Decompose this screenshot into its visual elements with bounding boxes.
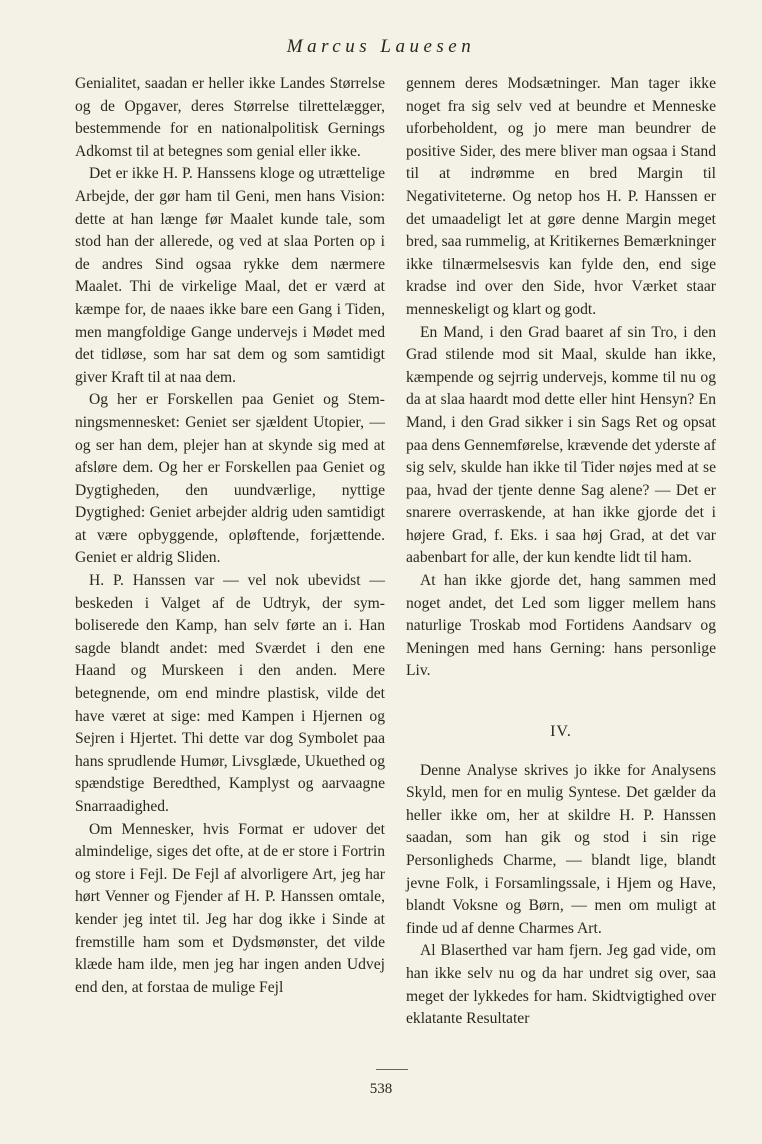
paragraph: Al Blaserthed var ham fjern. Jeg gad vide, om han ikke selv nu og da har undret sig over, saa meget der lykkedes for ham. Skidtvigtighed over eklatante Resultater — [406, 942, 716, 1028]
left-column — [75, 73, 385, 999]
paragraph: En Mand, i den Grad baaret af sin Tro, i den Grad stilende mod sit Maal, skulde han ikke, kæmpende og sejrrig undervejs, komme til nu og da at slaa haardt mod dette eller hint Hensyn? En Mand, i den Grad sikker i sin Sags Ret og opsat paa dens Gennemførelse, krævende det yderste af sig selv, skulde han ikke til Tider nøjes med at se paa, hvad der tjente denne Sag alene? — Det er snarere overraskende, at han ikke gjorde det i højere Grad, f. Eks. i saa høj Grad, at det var aabenbart for alle, der kun kendte lidt til ham. — [406, 323, 716, 567]
paragraph: gennem deres Modsætninger. Man tager ikke noget fra sig selv ved at beundre et Menneske uforbeholdent, og jo mere man beundrer de positive Sider, des mere bliver man ogsaa i Stand til at indrømme en bred Margin til Negativiteterne. Og netop hos H. P. Hanssen er det umaadeligt let at gøre denne Margin meget bred, saa rummelig, at Kritikernes Bemærkninger ikke tilnærmelsesvis kan fylde den, end sige kradse ind over den Side, hvor Værket staar menneskeligt og klart og godt. — [406, 75, 716, 318]
section-heading: IV. — [550, 723, 572, 741]
footer-rule — [376, 1069, 408, 1070]
paragraph: Genialitet, saadan er heller ikke Landes Størrelse og de Opgaver, deres Størrelse tilrettelægger, bestemmende for en nationalpolitisk Gernings Adkomst til at betegnes som genial eller ikke. — [75, 75, 385, 160]
right-column — [406, 73, 716, 1031]
paragraph: Og her er Forskellen paa Geniet og Stemningsmennesket: Geniet ser sjældent Utopier, — og ser han dem, plejer han at skynde sig med at afsløre dem. Og her er Forskellen paa Geniet og Dygtigheden, den uundværlige, nyttige Dygtighed: Geniet arbejder aldrig uden samtidigt at være opbyggende, opløftende, forjættende. Geniet er aldrig Sliden. — [75, 391, 385, 567]
paragraph: Om Mennesker, hvis Format er udover det almindelige, siges det ofte, at de er store i Fortrin og store i Fejl. De Fejl af alvorligere Art, jeg har hørt Venner og Fjender af H. P. Hanssen omtale, kender jeg intet til. Jeg har dog ikke i Sinde at fremstille ham som et Dydsmønster, det vilde klæde ham ilde, men jeg har ingen anden Udvej end den, at forstaa de mulige Fejl — [75, 820, 385, 996]
paragraph: At han ikke gjorde det, hang sammen med noget andet, det Led som ligger mellem hans naturlige Troskab mod Fortidens Aandsarv og Meningen med hans Gerning: hans personlige Liv. — [406, 572, 716, 680]
paragraph: Det er ikke H. P. Hanssens kloge og utrættelige Arbejde, der gør ham til Geni, men hans Vision: dette at han længe før Maalet kunde tale, som stod han der allerede, og ved at slaa Porten op i de andres Sind ogsaa rykke dem nærmere Maalet. Thi de virkelige Maal, det er værd at kæmpe for, de naaes ikke bare een Gang i Tiden, men mangfoldige Gange undervejs i Mødet med det tidløse, som har sat dem og som samtidigt giver Kraft til at naa dem. — [75, 165, 385, 386]
paragraph: Denne Analyse skrives jo ikke for Analysens Skyld, men for en mulig Syntese. Det gælder da heller ikke om, her at skildre H. P. Hanssen saadan, som han gik og stod i sin rige Personligheds Charme, — blandt lige, blandt jevne Folk, i Forsamlingssale, i Hjem og Have, blandt Voksne og Børn, — men om muligt at finde ud af denne Charmes Art. — [406, 761, 716, 937]
paragraph: H. P. Hanssen var — vel nok ubevidst — beskeden i Valget af de Udtryk, der symboliserede den Kamp, han selv førte an i. Han sagde blandt andet: med Sværdet i den ene Haand og Murskeen i den anden. Mere betegnende, om end mindre plastisk, vilde det have været at sige: med Kampen i Hjernen og Sejren i Hjertet. Thi dette var dog Symbolet paa hans sprudlende Humør, Livsglæde, Ukuethed og spændstige Beredthed, Kamplyst og aarvaagne Snarraadighed. — [75, 572, 385, 815]
running-head: Marcus Lauesen — [286, 36, 476, 57]
page-number: 538 — [369, 1081, 393, 1097]
